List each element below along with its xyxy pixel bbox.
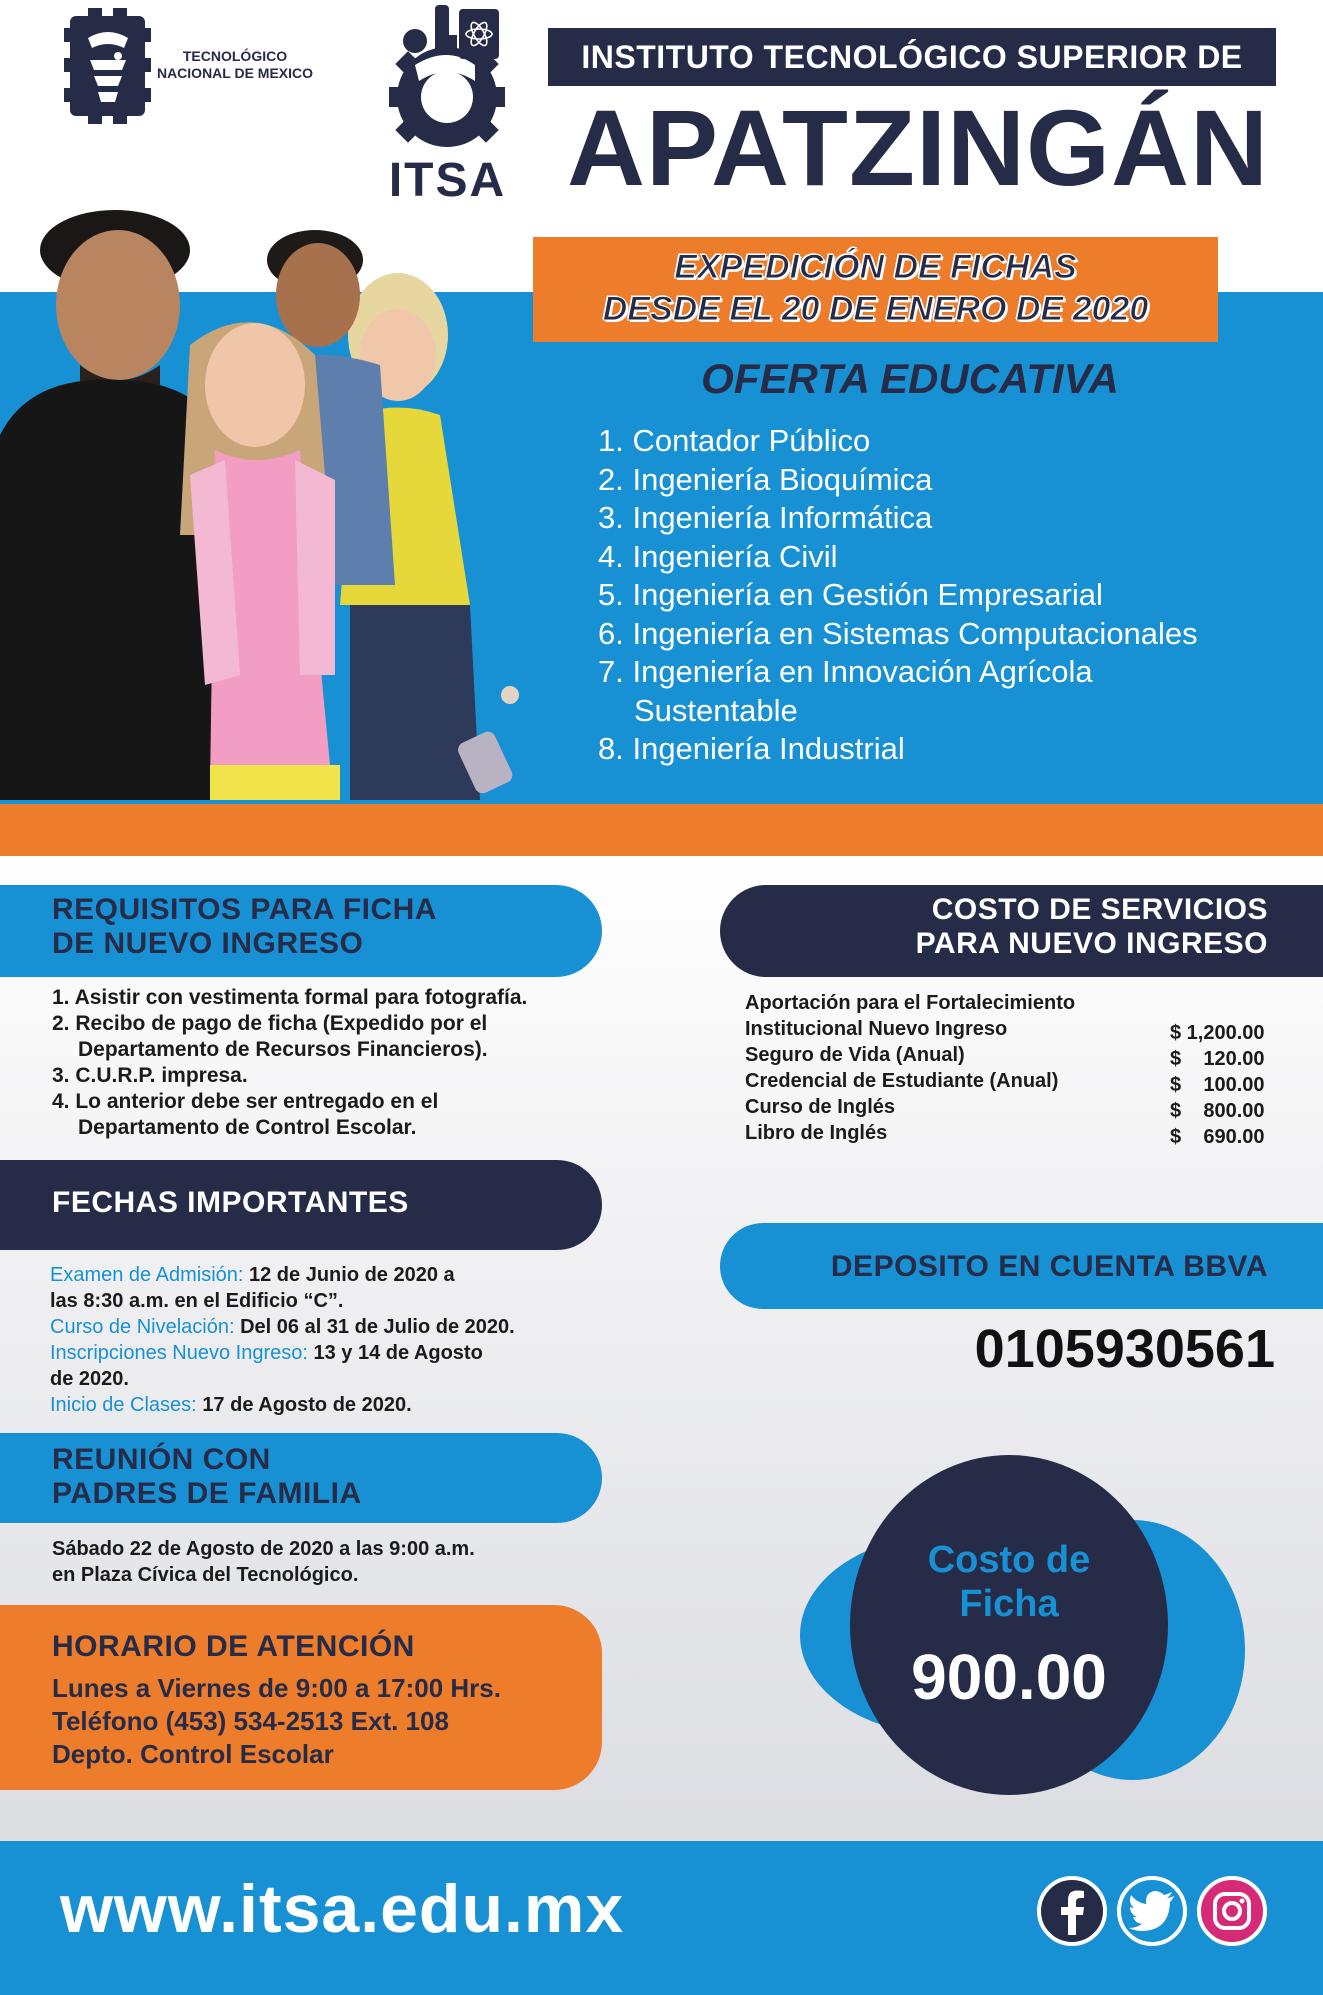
orange-band bbox=[0, 804, 1323, 856]
gear-icon bbox=[375, 5, 520, 155]
horario-details bbox=[52, 1672, 612, 1771]
requisitos-title-line2: DE NUEVO INGRESO bbox=[52, 927, 364, 960]
oferta-item: 1. Contador Público bbox=[598, 423, 871, 458]
requisito-cont-text: Departamento de Control Escolar. bbox=[78, 1116, 417, 1139]
facebook-glyph-icon bbox=[1052, 1887, 1092, 1935]
oferta-item: 4. Ingeniería Civil bbox=[598, 538, 838, 574]
costos-title-line2: PARA NUEVO INGRESO bbox=[915, 927, 1268, 960]
fecha-value: 13 y 14 de Agosto bbox=[313, 1342, 483, 1364]
reunion-title-line2: PADRES DE FAMILIA bbox=[52, 1477, 362, 1510]
oferta-item: 7. Ingeniería en Innovación Agrícola bbox=[598, 654, 1093, 689]
requisitos-title bbox=[52, 893, 582, 961]
cost-row bbox=[745, 1094, 1275, 1120]
cost-label: Curso de Inglés bbox=[745, 1096, 896, 1118]
oferta-item-continuation bbox=[598, 692, 1318, 731]
oferta-item: 5. Ingeniería en Gestión Empresarial bbox=[598, 577, 1103, 612]
fechas-list bbox=[50, 1262, 610, 1418]
ficha-label-line2: Ficha bbox=[959, 1583, 1059, 1625]
fecha-value: 12 de Junio de 2020 a bbox=[249, 1264, 455, 1286]
reunion-title bbox=[52, 1443, 582, 1511]
oferta-title: OFERTA EDUCATIVA bbox=[701, 355, 1119, 402]
horario-line1: Lunes a Viernes de 9:00 a 17:00 Hrs. bbox=[52, 1673, 501, 1703]
fichas-line2: DESDE EL 20 DE ENERO DE 2020 bbox=[602, 290, 1149, 328]
oferta-item: 8. Ingeniería Industrial bbox=[598, 731, 905, 766]
twitter-icon[interactable] bbox=[1117, 1876, 1187, 1946]
oferta-item: 3. Ingeniería Informática bbox=[598, 500, 933, 535]
deposito-title: DEPOSITO EN CUENTA BBVA bbox=[830, 1250, 1268, 1283]
cost-label: Seguro de Vida (Anual) bbox=[745, 1044, 965, 1066]
institute-name: APATZINGÁN bbox=[567, 87, 1269, 208]
cost-row bbox=[745, 1120, 1275, 1146]
fechas-title: FECHAS IMPORTANTES bbox=[52, 1186, 409, 1219]
cost-amount: $ 120.00 bbox=[1170, 1048, 1265, 1070]
cost-amount: $ 690.00 bbox=[1170, 1126, 1265, 1148]
tecnm-name bbox=[150, 48, 320, 82]
account-number: 0105930561 bbox=[974, 1319, 1275, 1379]
itsa-logo-text: ITSA bbox=[388, 154, 507, 207]
requisitos-list bbox=[52, 985, 652, 1141]
requisitos-title-line1: REQUISITOS PARA FICHA bbox=[52, 893, 437, 926]
requisito-item: 1. Asistir con vestimenta formal para fotografía. bbox=[52, 986, 528, 1009]
horario-line3: Depto. Control Escolar bbox=[52, 1739, 334, 1769]
fecha-value-cont: de 2020. bbox=[50, 1368, 129, 1390]
tecnm-line2: NACIONAL DE MEXICO bbox=[156, 65, 314, 81]
requisito-item: 2. Recibo de pago de ficha (Expedido por el bbox=[52, 1012, 488, 1035]
cost-row bbox=[745, 1016, 1275, 1042]
requisito-item: 3. C.U.R.P. impresa. bbox=[52, 1064, 248, 1087]
students-photo bbox=[0, 205, 545, 800]
ficha-label-line1: Costo de bbox=[927, 1539, 1091, 1581]
cost-row bbox=[745, 1042, 1275, 1068]
oferta-list bbox=[598, 422, 1318, 769]
fecha-value: Del 06 al 31 de Julio de 2020. bbox=[240, 1316, 515, 1338]
requisito-item-continuation bbox=[52, 1115, 652, 1141]
costos-title-line1: COSTO DE SERVICIOS bbox=[931, 893, 1268, 926]
oferta-item: 2. Ingeniería Bioquímica bbox=[598, 461, 933, 497]
fecha-label: Curso de Nivelación: bbox=[50, 1316, 235, 1338]
reunion-details bbox=[52, 1536, 612, 1588]
cost-label: Credencial de Estudiante (Anual) bbox=[745, 1070, 1059, 1092]
itsa-logo bbox=[375, 5, 520, 207]
requisito-item-continuation bbox=[52, 1037, 652, 1063]
institute-banner: INSTITUTO TECNOLÓGICO SUPERIOR DE bbox=[548, 28, 1276, 86]
fichas-line1: EXPEDICIÓN DE FICHAS bbox=[674, 248, 1077, 286]
costos-title bbox=[740, 893, 1268, 961]
cost-amount: $ 1,200.00 bbox=[1170, 1022, 1265, 1044]
reunion-title-line1: REUNIÓN CON bbox=[52, 1443, 271, 1476]
cost-label: Institucional Nuevo Ingreso bbox=[745, 1018, 1008, 1040]
cost-label: Aportación para el Fortalecimiento bbox=[745, 992, 1076, 1014]
fecha-nivelacion bbox=[50, 1314, 610, 1340]
reunion-line2: en Plaza Cívica del Tecnológico. bbox=[52, 1564, 359, 1586]
cost-amount: $ 100.00 bbox=[1170, 1074, 1265, 1096]
cost-label: Libro de Inglés bbox=[745, 1122, 888, 1144]
instagram-glyph-icon bbox=[1212, 1891, 1252, 1931]
cost-amount: $ 800.00 bbox=[1170, 1100, 1265, 1122]
ficha-amount: 900.00 bbox=[911, 1641, 1107, 1713]
oferta-item-cont-text: Sustentable bbox=[634, 692, 798, 728]
fecha-label: Examen de Admisión: bbox=[50, 1264, 244, 1286]
instagram-icon[interactable] bbox=[1197, 1876, 1267, 1946]
cost-row bbox=[745, 990, 1275, 1016]
requisito-cont-text: Departamento de Recursos Financieros). bbox=[78, 1038, 488, 1061]
fecha-value: 17 de Agosto de 2020. bbox=[202, 1394, 412, 1416]
tecnm-line1: TECNOLÓGICO bbox=[182, 48, 288, 64]
reunion-line1: Sábado 22 de Agosto de 2020 a las 9:00 a.m. bbox=[52, 1538, 475, 1560]
costos-table bbox=[745, 990, 1275, 1146]
fecha-inscripciones bbox=[50, 1340, 610, 1366]
fecha-value-cont: las 8:30 a.m. en el Edificio “C”. bbox=[50, 1290, 344, 1312]
twitter-glyph-icon bbox=[1129, 1891, 1175, 1931]
requisito-item: 4. Lo anterior debe ser entregado en el bbox=[52, 1090, 439, 1113]
tecnm-logo-icon bbox=[60, 8, 155, 126]
horario-title: HORARIO DE ATENCIÓN bbox=[52, 1630, 415, 1663]
fecha-examen bbox=[50, 1262, 610, 1288]
ficha-label bbox=[850, 1538, 1168, 1626]
oferta-item: 6. Ingeniería en Sistemas Computacionales bbox=[598, 615, 1198, 651]
fecha-label: Inicio de Clases: bbox=[50, 1394, 197, 1416]
website-link[interactable]: www.itsa.edu.mx bbox=[60, 1871, 625, 1947]
cost-row bbox=[745, 1068, 1275, 1094]
fecha-label: Inscripciones Nuevo Ingreso: bbox=[50, 1342, 308, 1364]
fecha-inicio bbox=[50, 1392, 610, 1418]
facebook-icon[interactable] bbox=[1037, 1876, 1107, 1946]
horario-phone: Teléfono (453) 534-2513 Ext. 108 bbox=[52, 1706, 449, 1736]
